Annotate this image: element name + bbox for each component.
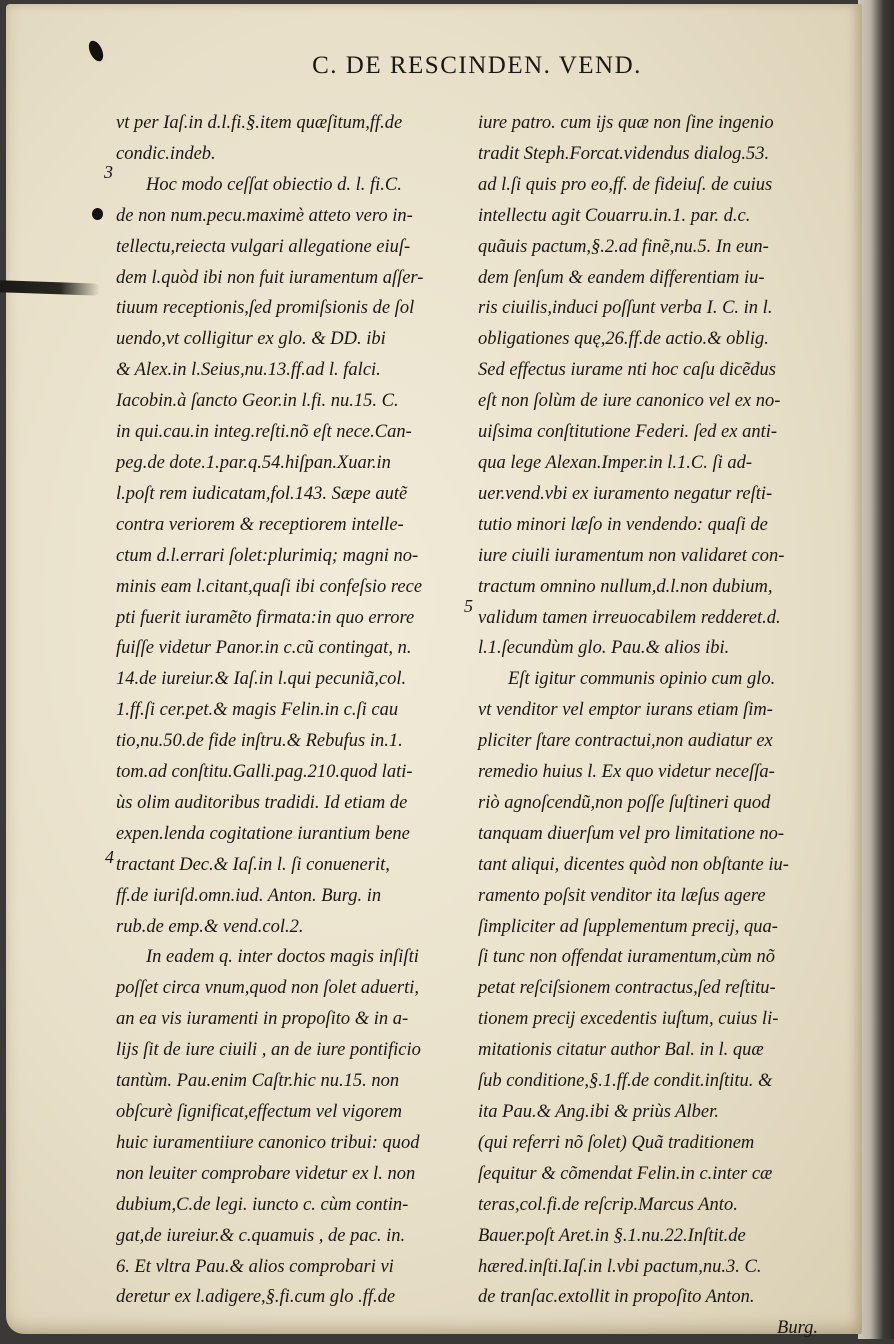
text-line: 6. Et vltra Pau.& alios comprobari vi <box>116 1256 394 1277</box>
text-line: uiſsima conſtitutione Federi. ſed ex anti- <box>478 422 778 443</box>
text-line: contra veriorem & receptiorem intelle- <box>116 514 404 535</box>
text-line: qua lege Alexan.Imper.in l.1.C. ſi ad- <box>478 452 753 473</box>
text-line: iure patro. cum ijs quæ non ſine ingenio <box>478 113 774 133</box>
text-line: intellectu agit Couarru.in.1. par. d.c. <box>478 205 751 226</box>
text-line: (qui referri nõ ſolet) Quã traditionem <box>478 1132 755 1153</box>
text-line: l.1.ſecundùm glo. Pau.& alios ibi. <box>478 638 730 659</box>
text-line: Iacobin.à ſancto Geor.in l.fi. nu.15. C. <box>116 391 399 412</box>
text-line: Bauer.poſt Aret.in §.1.nu.22.Inſtit.de <box>478 1225 746 1246</box>
text-line: ad l.ſi quis pro eo,ff. de fideiuſ. de cuius <box>478 174 773 195</box>
text-line: non leuiter comprobare videtur ex l. non <box>116 1163 416 1184</box>
text-line: uendo,vt colligitur ex glo. & DD. ibi <box>116 329 386 350</box>
text-line: poſſet circa vnum,quod non ſolet aduerti, <box>116 978 419 999</box>
text-line: petat reſciſsionem contractus,ſed reſtitu- <box>478 978 776 999</box>
text-line: pti fuerit iuramẽto firmata:in quo errore <box>116 607 415 628</box>
text-line: de non num.pecu.maximè atteto vero in- <box>116 205 413 226</box>
text-line: vt per Iaſ.in d.l.fi.§.item quæſitum,ff.de <box>116 113 403 133</box>
text-line: Hoc modo ceſſat obiectio d. l. fi.C. <box>146 174 402 195</box>
text-line: In eadem q. inter doctos magis inſiſti <box>146 947 419 968</box>
text-line: ramento poſsit venditor ita læſus agere <box>478 885 766 906</box>
text-line: teras,col.fi.de reſcrip.Marcus Anto. <box>478 1194 738 1215</box>
text-line: dem ſenſum & eandem differentiam iu- <box>478 267 765 288</box>
margin-number-3: 3 <box>104 162 113 182</box>
text-line: dem l.quòd ibi non fuit iuramentum aſſer- <box>116 267 424 288</box>
text-line: in qui.cau.in integ.reſti.nõ eſt nece.Can- <box>116 422 412 443</box>
ink-blot-middle <box>92 208 103 220</box>
text-line: & Alex.in l.Seius,nu.13.ff.ad l. falci. <box>116 360 381 381</box>
text-line: eſt non ſolùm de iure canonico vel ex no- <box>478 391 781 412</box>
text-line: tradit Steph.Forcat.videndus dialog.53. <box>478 143 770 164</box>
text-line: ſi tunc non offendat iuramentum,cùm nõ <box>478 947 775 968</box>
right-text-column <box>478 108 818 1344</box>
text-line: tanquam diuerſum vel pro limitatione no- <box>478 823 785 844</box>
text-line: tractant Dec.& Iaſ.in l. ſi conuenerit, <box>116 854 390 875</box>
text-line: l.poſt rem iudicatam,fol.143. Sæpe autẽ <box>116 483 408 504</box>
text-line: 14.de iureiur.& Iaſ.in l.qui pecuniã,col. <box>116 669 407 690</box>
text-line: mitationis citatur author Bal. in l. quæ <box>478 1040 764 1061</box>
text-line: ùs olim auditoribus tradidi. Id etiam de <box>116 792 408 813</box>
text-line: riò agnoſcendũ,non poſſe ſuſtineri quod <box>478 792 771 813</box>
text-line: iure ciuili iuramentum non validaret con- <box>478 545 785 566</box>
text-line: tant aliqui, dicentes quòd non obſtante iu- <box>478 854 789 875</box>
text-line: remedio huius l. Ex quo videtur neceſſa- <box>478 762 775 783</box>
text-line: tutio minori læſo in vendendo: quaſi de <box>478 514 768 535</box>
text-line: Sed effectus iurame nti hoc caſu dicẽdus <box>478 360 776 381</box>
left-text-column <box>116 108 451 1313</box>
text-line: tellectu,reiecta vulgari allegatione eiuſ- <box>116 236 411 257</box>
text-line: fuiſſe videtur Panor.in c.cũ contingat, n. <box>116 638 412 659</box>
text-line: tom.ad conſtitu.Galli.pag.210.quod lati- <box>116 762 413 783</box>
text-line: tiuum receptionis,ſed promiſsionis de ſol <box>116 298 415 319</box>
text-line: uer.vend.vbi ex iuramento negatur reſti- <box>478 483 773 504</box>
text-line: ris ciuilis,induci poſſunt verba I. C. in l. <box>478 298 773 319</box>
text-line: peg.de dote.1.par.q.54.hiſpan.Xuar.in <box>116 452 391 473</box>
text-line: quãuis pactum,§.2.ad finẽ,nu.5. In eun- <box>478 236 769 257</box>
text-line: tio,nu.50.de fide inſtru.& Rebufus in.1. <box>116 731 403 752</box>
text-line: gat,de iureiur.& c.quamuis , de pac. in. <box>116 1225 406 1246</box>
text-line: tractum omnino nullum,d.l.non dubium, <box>478 576 773 597</box>
text-line: ff.de iuriſd.omn.iud. Anton. Burg. in <box>116 885 382 906</box>
text-line: condic.indeb. <box>116 143 216 164</box>
text-line: rub.de emp.& vend.col.2. <box>116 916 304 937</box>
text-line: vt venditor vel emptor iurans etiam ſim- <box>478 700 773 721</box>
text-line: dubium,C.de legi. iuncto c. cùm contin- <box>116 1194 409 1215</box>
text-line: tantùm. Pau.enim Caſtr.hic nu.15. non <box>116 1071 400 1092</box>
book-fore-edge <box>858 0 894 1339</box>
text-line: ita Pau.& Ang.ibi & priùs Alber. <box>478 1102 719 1122</box>
text-line: lijs ſit de iure ciuili , an de iure pontificio <box>116 1040 421 1061</box>
text-line: minis eam l.citant,quaſi ibi confeſsio rece <box>116 576 423 597</box>
text-line: pliciter ſtare contractui,non audiatur ex <box>478 731 773 752</box>
text-line: obſcurè ſignificat,effectum vel vigorem <box>116 1102 402 1122</box>
text-line: ſimpliciter ad ſupplementum precij, qua- <box>478 916 778 937</box>
text-line: expen.lenda cogitatione iurantium bene <box>116 823 410 844</box>
text-line: Eſt igitur communis opinio cum glo. <box>508 669 776 690</box>
text-line: ſequitur & cõmendat Felin.in c.inter cæ <box>478 1163 773 1184</box>
text-line: validum tamen irreuocabilem redderet.d. <box>478 607 781 628</box>
text-line: deretur ex l.adigere,§.fi.cum glo .ff.de <box>116 1287 396 1308</box>
text-line: an ea vis iuramenti in propoſito & in a- <box>116 1009 409 1030</box>
text-line: ctum d.l.errari ſolet:plurimiq; magni no- <box>116 545 419 566</box>
margin-number-5: 5 <box>464 596 473 616</box>
text-line: huic iuramentiiure canonico tribui: quod <box>116 1132 420 1153</box>
margin-number-4: 4 <box>105 847 114 867</box>
text-line: tionem precij excedentis iuſtum, cuius li- <box>478 1009 779 1030</box>
text-line: de tranſac.extollit in propoſito Anton. <box>478 1287 755 1308</box>
text-line: ſub conditione,§.1.ff.de condit.inſtitu. & <box>478 1071 773 1092</box>
text-line: 1.ff.ſi cer.pet.& magis Felin.in c.ſi cau <box>116 700 399 721</box>
text-line: obligationes quę,26.ff.de actio.& oblig. <box>478 329 769 350</box>
text-line: hæred.inſti.Iaſ.in l.vbi pactum,nu.3. C. <box>478 1256 762 1277</box>
text-line: Burg. <box>777 1318 818 1339</box>
page-title: C. DE RESCINDEN. VEND. <box>312 52 642 79</box>
